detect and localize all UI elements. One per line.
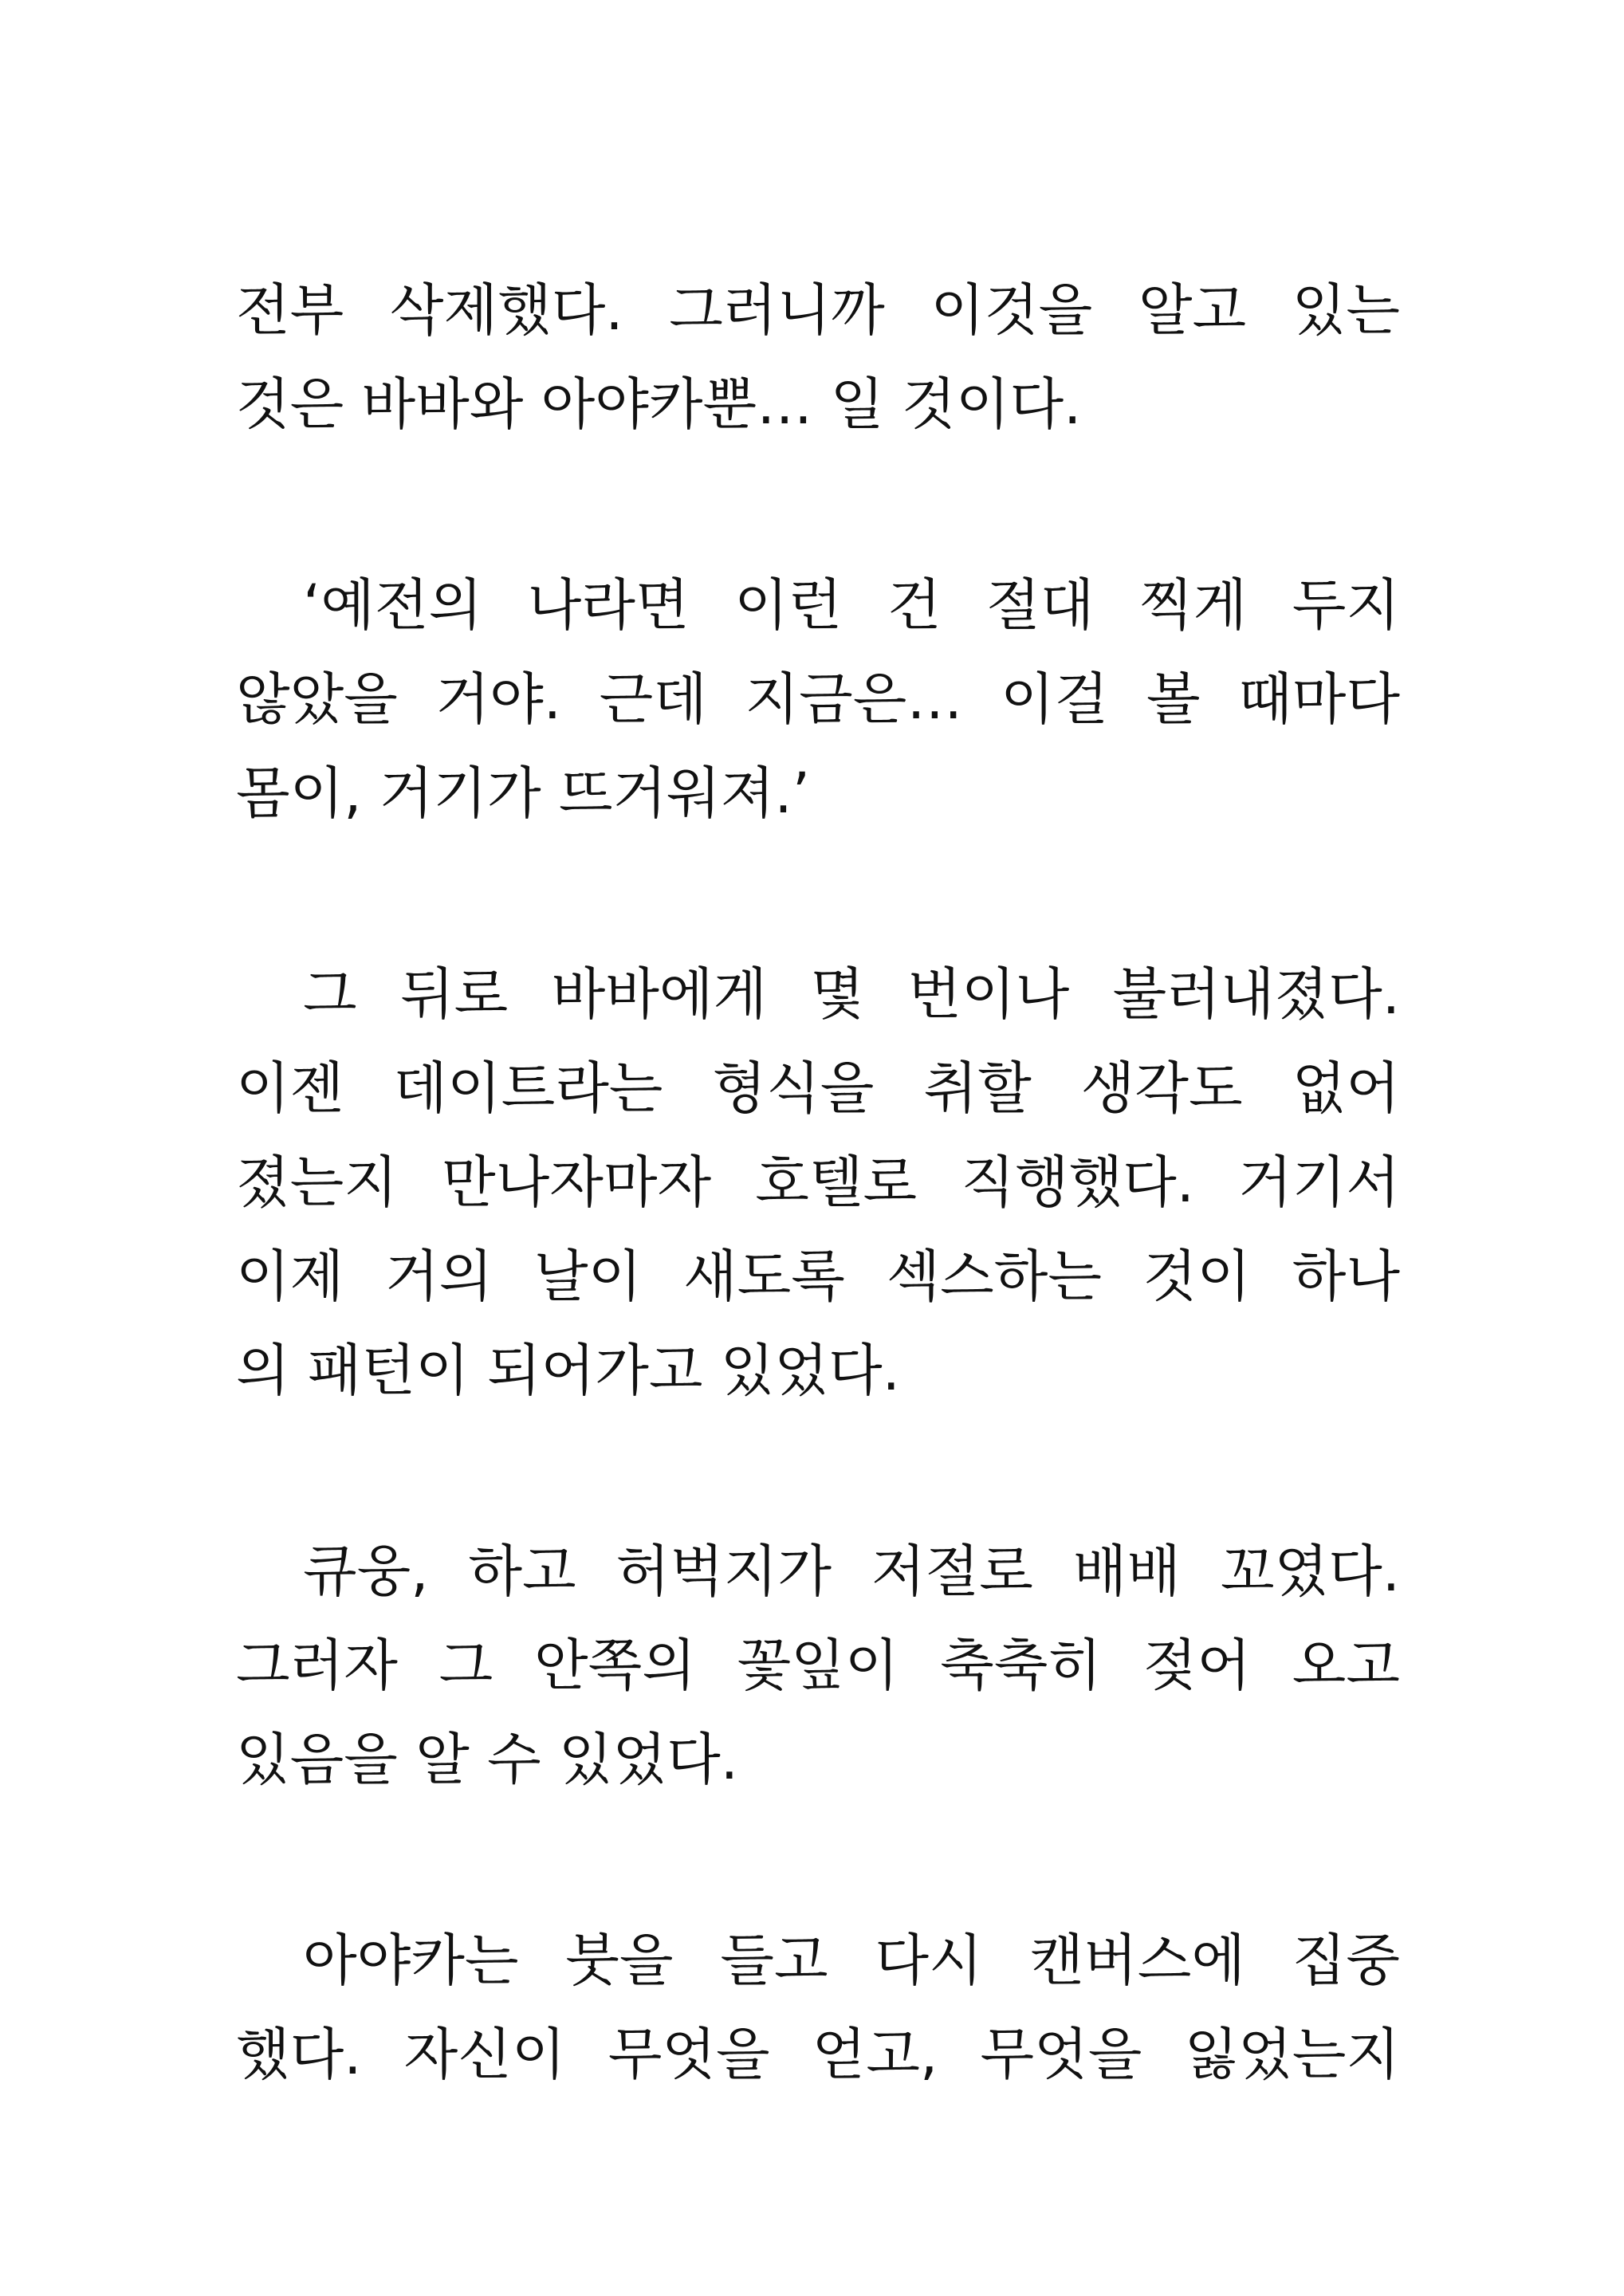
text-line: 했다. 자신이 무엇을 얻고, 무엇을 잃었는지: [236, 2022, 1400, 2087]
paragraph: [236, 263, 1400, 451]
text-line: 큐웅, 하고 허벅지가 저절로 배배 꼬였다.: [303, 1539, 1400, 1604]
paragraph: [236, 947, 1400, 1417]
text-line: 의 패턴이 되어가고 있었다.: [236, 1338, 900, 1403]
text-line: 않았을 거야. 근데 지금은… 이걸 볼 때마다: [236, 666, 1400, 732]
text-line: ‘예전의 나라면 이런 건 절대 찍게 두지: [303, 572, 1400, 638]
text-line: 졌는지 만나자마자 호텔로 직행했다. 거기서: [236, 1150, 1400, 1215]
text-line: 몸이, 거기가 뜨거워져.’: [236, 761, 810, 826]
text-line: 것은 바바와 아야카뿐… 일 것이다.: [236, 372, 1082, 437]
text-line: 이제 거의 날이 새도록 섹스하는 것이 하나: [236, 1244, 1400, 1309]
paragraph: [236, 1913, 1400, 2101]
text-line: 아야카는 붓을 들고 다시 캔버스에 집중: [303, 1928, 1400, 1993]
book-page: [236, 263, 1400, 2101]
paragraph: [236, 1524, 1400, 1807]
paragraph: [236, 558, 1400, 840]
text-line: 이젠 데이트라는 형식을 취할 생각도 없어: [236, 1056, 1400, 1121]
text-line: 있음을 알 수 있었다.: [236, 1727, 738, 1792]
text-line: 그러자 그 안쪽의 꽃잎이 축축히 젖어 오고: [236, 1633, 1400, 1698]
text-line: 전부 삭제했다. 그러니까 이것을 알고 있는: [236, 277, 1400, 343]
text-line: 그 뒤로 바바에게 몇 번이나 불러내졌다.: [303, 961, 1400, 1027]
